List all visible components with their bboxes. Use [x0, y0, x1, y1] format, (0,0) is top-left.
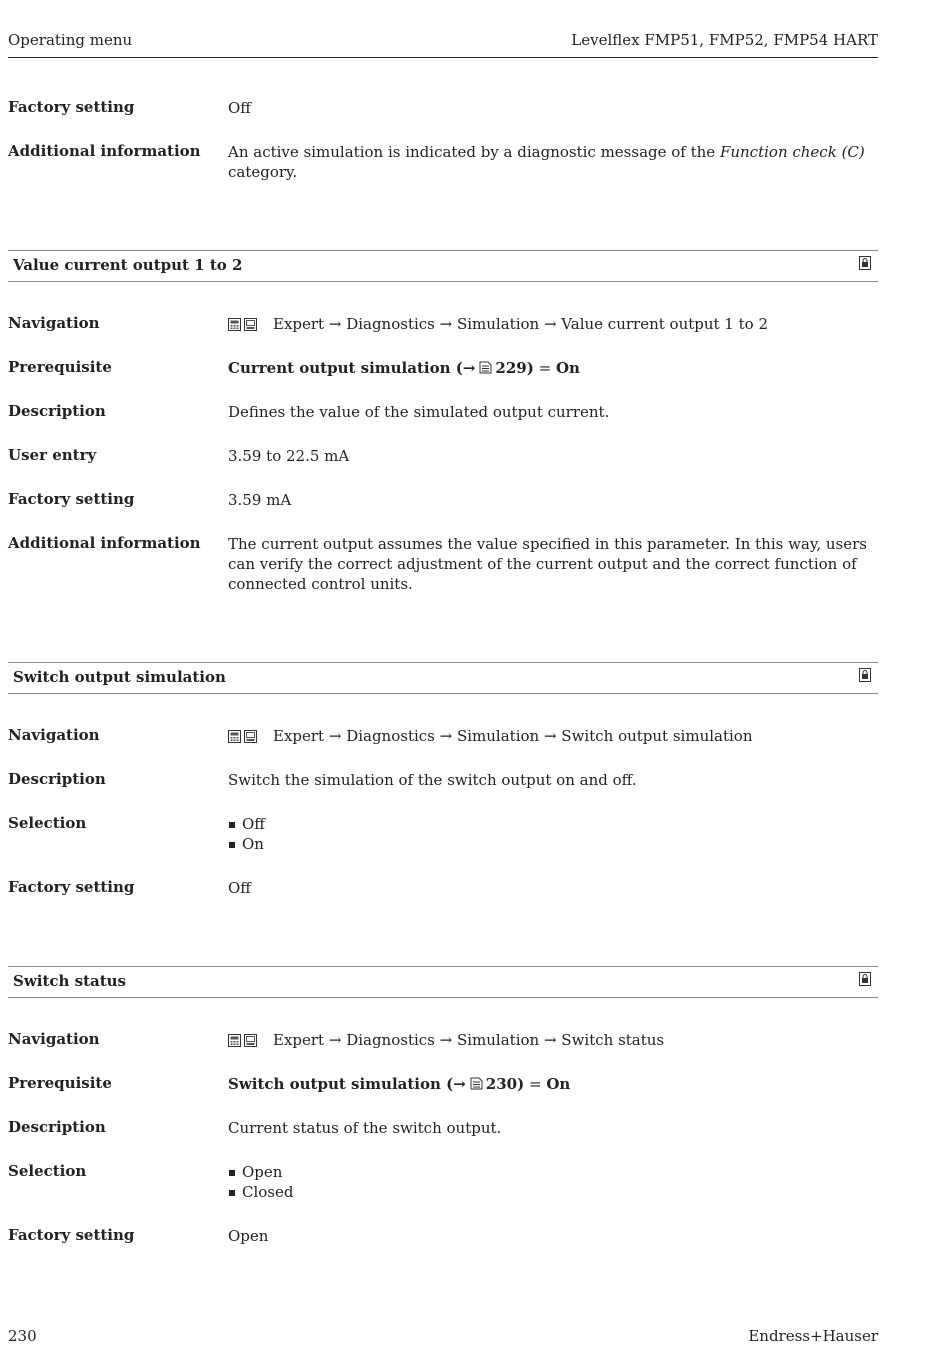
display-icon: [244, 318, 257, 331]
italic-category: Function check (C): [719, 143, 865, 161]
row-value: Switch the simulation of the switch output on and off.: [228, 771, 637, 789]
section-title: Value current output 1 to 2: [13, 256, 243, 274]
row-label: Factory setting: [8, 1226, 135, 1244]
list-item: Open: [228, 1162, 868, 1182]
row-value: An active simulation is indicated by a diagnostic message of the Function check (C) category.: [228, 143, 865, 181]
brand-name: Endress+Hauser: [748, 1327, 878, 1345]
row-value: Defines the value of the simulated output current.: [228, 403, 610, 421]
row-label: Navigation: [8, 726, 100, 744]
row-value: [228, 1162, 868, 1202]
navigation-path: Expert → Diagnostics → Simulation → Value current output 1 to 2: [273, 315, 768, 333]
row-label: Description: [8, 1118, 106, 1136]
row-label: Additional information: [8, 142, 201, 160]
header-divider: [8, 57, 878, 58]
row-label: Selection: [8, 1162, 87, 1180]
row-label: Description: [8, 770, 106, 788]
row-label: Navigation: [8, 314, 100, 332]
section-heading: [8, 250, 878, 282]
row-value: Off: [228, 99, 251, 117]
row-value: 3.59 mA: [228, 491, 292, 509]
display-icon: [244, 730, 257, 743]
row-value: Open: [228, 1227, 269, 1245]
row-label: Factory setting: [8, 98, 135, 116]
prerequisite-value: On: [546, 1075, 571, 1093]
keypad-icon: [228, 1034, 241, 1047]
list-item: Off: [228, 814, 868, 834]
prerequisite-parameter: Current output simulation (→: [228, 359, 476, 377]
row-label: Description: [8, 402, 106, 420]
list-item: Closed: [228, 1182, 868, 1202]
selection-list: [228, 814, 868, 854]
section-title: Switch status: [13, 972, 127, 990]
row-label: Selection: [8, 814, 87, 832]
page-reference[interactable]: 229): [495, 359, 534, 377]
row-value: Switch output simulation (→ 230) = On: [228, 1075, 571, 1093]
row-label: User entry: [8, 446, 97, 464]
row-label: Navigation: [8, 1030, 100, 1048]
row-value: [228, 1030, 868, 1052]
lock-icon: [859, 668, 871, 682]
page-reference-icon: [470, 1077, 483, 1090]
lock-icon: [859, 256, 871, 270]
navigation-path: Expert → Diagnostics → Simulation → Switch output simulation: [273, 727, 753, 745]
row-value: Current status of the switch output.: [228, 1119, 502, 1137]
row-label: Prerequisite: [8, 1074, 112, 1092]
list-item: On: [228, 834, 868, 854]
display-icon: [244, 1034, 257, 1047]
row-label: Prerequisite: [8, 358, 112, 376]
row-value: The current output assumes the value specified in this parameter. In this way, users can verify the correct adjustment of the current output and the correct function of connected control units.: [228, 535, 867, 593]
prerequisite-value: On: [555, 359, 580, 377]
selection-list: [228, 1162, 868, 1202]
page-header: [8, 31, 878, 51]
row-value: Off: [228, 879, 251, 897]
header-chapter-title: Operating menu: [8, 31, 133, 49]
row-value: [228, 314, 868, 336]
section-title: Switch output simulation: [13, 668, 226, 686]
prerequisite-parameter: Switch output simulation (→: [228, 1075, 466, 1093]
row-label: Factory setting: [8, 490, 135, 508]
row-value: 3.59 to 22.5 mA: [228, 447, 350, 465]
header-product-title: Levelflex FMP51, FMP52, FMP54 HART: [571, 31, 878, 49]
page-number: 230: [8, 1327, 37, 1345]
section-heading: [8, 662, 878, 694]
section-heading: [8, 966, 878, 998]
row-value: [228, 726, 868, 748]
row-label: Additional information: [8, 534, 201, 552]
page-reference[interactable]: 230): [485, 1075, 525, 1093]
navigation-path: Expert → Diagnostics → Simulation → Switch status: [273, 1031, 665, 1049]
keypad-icon: [228, 730, 241, 743]
keypad-icon: [228, 318, 241, 331]
row-value: [228, 814, 868, 854]
lock-icon: [859, 972, 871, 986]
row-value: Current output simulation (→ 229) = On: [228, 359, 580, 377]
page-reference-icon: [479, 361, 492, 374]
row-label: Factory setting: [8, 878, 135, 896]
